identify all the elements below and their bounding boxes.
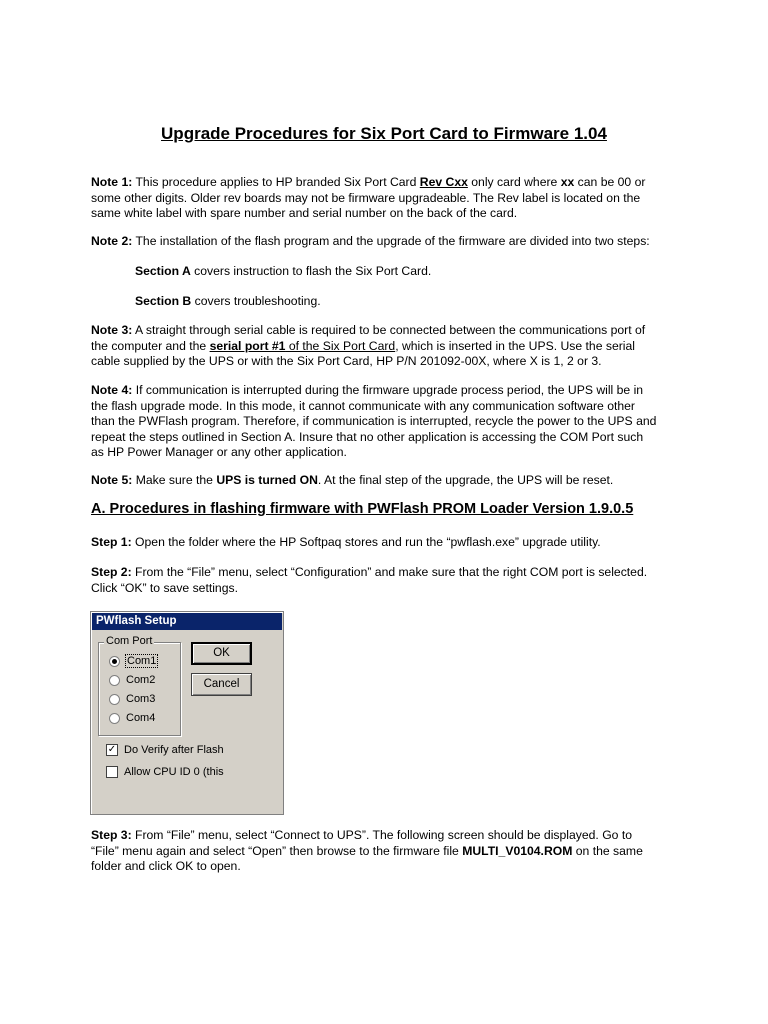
rev-cxx: Rev Cxx [419,175,468,189]
note-2-text: The installation of the flash program and the upgrade of the firmware are divided into two steps: [132,234,650,248]
radio-icon[interactable] [109,675,120,686]
note-3-line-3: cable supplied by the UPS or with the Six Port Card, HP P/N 201092-00X, where X is 1, 2 or 3. [91,354,602,369]
verify-checkbox-row[interactable] [106,744,224,756]
firmware-filename: MULTI_V0104.ROM [462,843,573,858]
com4-label: Com4 [126,712,156,724]
note-1-line-2: some other digits. Older rev boards may not be firmware upgradeable. The Rev label is located on the [91,190,641,205]
cancel-button[interactable]: Cancel [191,673,252,696]
note-5-text-2: . At the final step of the upgrade, the UPS will be reset. [317,473,614,487]
step-2-label: Step 2: [91,565,132,579]
note-2 [91,234,691,250]
note-4-line-3: than the PWFlash program. Therefore, if communication is interrupted, recycle the power to the UPS and [91,414,657,429]
step-2-line-1: From the “File” menu, select “Configuration” and make sure that the right COM port is selected. [131,565,648,579]
note-4 [91,383,691,461]
checkbox-icon[interactable] [106,766,118,778]
com1-label: Com1 [127,655,157,667]
note-4-line-4: repeat the steps outlined in Section A. Insure that no other application is accessing the COM Port such [91,429,644,444]
xx-emphasis: xx [560,175,575,189]
section-a-heading: A. Procedures in flashing firmware with PWFlash PROM Loader Version 1.9.0.5 [91,501,634,517]
six-port-card-underlined: of the Six Port Card [285,338,396,353]
com1-radio[interactable] [109,653,157,669]
note-5-label: Note 5: [91,473,133,487]
allow-cpu-label: Allow CPU ID 0 (this [124,766,224,778]
step-3-text-2: on the same [572,843,643,858]
section-b-label: Section B [135,294,192,308]
note-5-text-1: Make sure the [132,473,217,487]
section-a-note [135,264,735,280]
step-3-text-1: “File” menu again and select “Open” then browse to the firmware file [91,843,463,858]
note-1-label: Note 1: [91,175,133,189]
com2-radio[interactable] [109,672,155,688]
radio-selected-icon[interactable] [109,656,120,667]
dialog-title-bar[interactable]: PWflash Setup [92,613,282,630]
com-port-group-label: Com Port [106,635,153,647]
step-1 [91,535,691,551]
note-3-text-1: the computer and the [91,338,210,353]
step-3 [91,828,691,875]
com4-radio[interactable] [109,710,155,726]
note-3 [91,323,691,370]
note-4-line-2: the flash upgrade mode. In this mode, it cannot communicate with any communication software other [91,398,635,413]
note-4-line-1: If communication is interrupted during the firmware upgrade process period, the UPS will be in [132,383,644,397]
com3-radio[interactable] [109,691,155,707]
radio-icon[interactable] [109,713,120,724]
note-1 [91,175,691,222]
com3-label: Com3 [126,693,156,705]
step-2 [91,565,691,596]
note-4-line-5: as HP Power Manager or any other application. [91,445,347,460]
note-2-label: Note 2: [91,234,133,248]
radio-icon[interactable] [109,694,120,705]
com-port-group [98,635,181,736]
pwflash-setup-dialog [90,611,284,815]
allow-cpu-checkbox-row[interactable] [106,766,224,778]
step-1-label: Step 1: [91,535,132,549]
note-3-line-1: A straight through serial cable is required to be connected between the communications port of [132,323,646,337]
step-3-label: Step 3: [91,828,132,842]
section-b-note [135,294,735,310]
step-1-text: Open the folder where the HP Softpaq stores and run the “pwflash.exe” upgrade utility. [131,535,601,549]
note-3-text-3: , which is inserted in the UPS. Use the serial [395,338,635,353]
step-3-line-1: From “File” menu, select “Connect to UPS”. The following screen should be displayed. Go to [131,828,633,842]
section-a-label: Section A [135,264,191,278]
note-3-label: Note 3: [91,323,133,337]
section-a-text: covers instruction to flash the Six Port Card. [190,264,432,278]
com2-label: Com2 [126,674,156,686]
document-title: Upgrade Procedures for Six Port Card to Firmware 1.04 [161,124,607,143]
serial-port-1: serial port #1 [209,338,286,353]
note-1-text-3: can be 00 or [574,175,646,189]
step-3-line-3: folder and click OK to open. [91,859,241,874]
ok-button[interactable]: OK [191,642,252,665]
section-b-text: covers troubleshooting. [191,294,321,308]
note-1-text-1: This procedure applies to HP branded Six Port Card [132,175,420,189]
note-1-line-3: same white label with spare number and serial number on the back of the card. [91,206,518,221]
checkbox-checked-icon[interactable]: ✓ [107,744,117,755]
ups-turned-on: UPS is turned ON [216,473,318,487]
note-5 [91,473,691,489]
note-4-label: Note 4: [91,383,133,397]
note-1-text-2: only card where [467,175,561,189]
step-2-line-2: Click “OK” to save settings. [91,580,238,595]
verify-label: Do Verify after Flash [124,744,224,756]
